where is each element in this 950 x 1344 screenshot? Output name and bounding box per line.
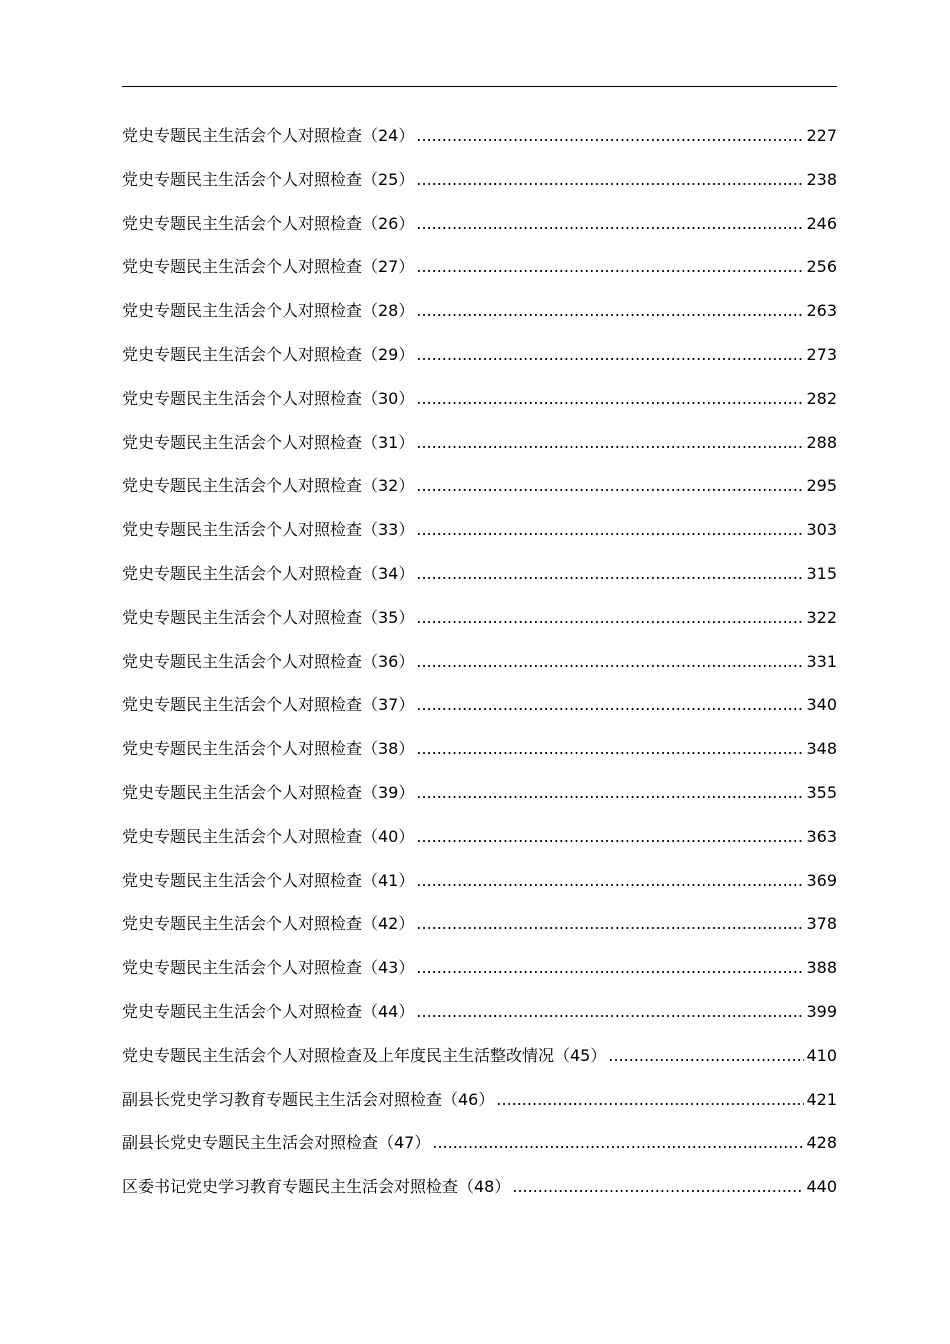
toc-entry-title: 党史专题民主生活会个人对照检查（31） [122,432,415,452]
toc-entry-page-number: 378 [806,914,837,934]
toc-entry[interactable] [122,1121,837,1165]
toc-entry-title: 党史专题民主生活会个人对照检查（30） [122,388,415,408]
toc-entry[interactable] [122,990,837,1034]
toc-dot-leader [416,377,804,421]
toc-dot-leader [416,683,804,727]
toc-entry-page-number: 282 [806,388,837,408]
toc-entry-page-number: 355 [806,782,837,802]
toc-entry-title: 党史专题民主生活会个人对照检查（39） [122,782,415,802]
toc-entry-page-number: 246 [806,213,837,233]
toc-entry[interactable] [122,771,837,815]
toc-entry[interactable] [122,596,837,640]
toc-dot-leader [416,815,804,859]
toc-entry-title: 党史专题民主生活会个人对照检查（44） [122,1001,415,1021]
toc-dot-leader [416,946,804,990]
toc-dot-leader [416,552,804,596]
toc-dot-leader [416,202,804,246]
toc-entry[interactable] [122,640,837,684]
toc-entry[interactable] [122,727,837,771]
toc-dot-leader [416,727,804,771]
toc-dot-leader [416,640,804,684]
toc-entry-page-number: 428 [806,1133,837,1153]
toc-entry[interactable] [122,1034,837,1078]
toc-entry[interactable] [122,1078,837,1122]
toc-entry-page-number: 256 [806,257,837,277]
header-rule [122,86,837,87]
toc-entry[interactable] [122,508,837,552]
toc-entry-title: 党史专题民主生活会个人对照检查（36） [122,651,415,671]
toc-entry-title: 党史专题民主生活会个人对照检查（32） [122,476,415,496]
toc-entry-page-number: 331 [806,651,837,671]
toc-dot-leader [416,508,804,552]
toc-entry-page-number: 410 [806,1045,837,1065]
toc-entry-page-number: 363 [806,826,837,846]
toc-entry-page-number: 322 [806,607,837,627]
toc-entry-title: 党史专题民主生活会个人对照检查（28） [122,301,415,321]
toc-entry-page-number: 340 [806,695,837,715]
toc-entry-page-number: 288 [806,432,837,452]
toc-entry-title: 党史专题民主生活会个人对照检查（26） [122,213,415,233]
toc-dot-leader [416,333,804,377]
toc-entry-page-number: 303 [806,520,837,540]
toc-entry-title: 党史专题民主生活会个人对照检查（29） [122,344,415,364]
toc-entry-page-number: 421 [806,1089,837,1109]
toc-entry-page-number: 295 [806,476,837,496]
toc-dot-leader [416,289,804,333]
toc-entry[interactable] [122,902,837,946]
toc-entry-title: 党史专题民主生活会个人对照检查（41） [122,870,415,890]
toc-entry[interactable] [122,946,837,990]
toc-dot-leader [608,1034,804,1078]
toc-dot-leader [416,990,804,1034]
toc-entry[interactable] [122,245,837,289]
toc-entry-page-number: 238 [806,169,837,189]
toc-dot-leader [416,114,804,158]
toc-entry[interactable] [122,815,837,859]
toc-dot-leader [432,1121,804,1165]
toc-entry-page-number: 348 [806,739,837,759]
toc-entry[interactable] [122,859,837,903]
toc-entry[interactable] [122,1165,837,1209]
toc-dot-leader [416,902,804,946]
toc-entry-title: 党史专题民主生活会个人对照检查（40） [122,826,415,846]
toc-entry-title: 区委书记党史学习教育专题民主生活会对照检查（48） [122,1177,511,1197]
toc-entry[interactable] [122,333,837,377]
toc-entry[interactable] [122,377,837,421]
toc-entry[interactable] [122,158,837,202]
toc-entry-title: 副县长党史专题民主生活会对照检查（47） [122,1133,431,1153]
toc-entry[interactable] [122,683,837,727]
toc-entry-title: 党史专题民主生活会个人对照检查（37） [122,695,415,715]
toc-entry-title: 党史专题民主生活会个人对照检查（33） [122,520,415,540]
toc-entry-title: 党史专题民主生活会个人对照检查（35） [122,607,415,627]
toc-dot-leader [416,158,804,202]
toc-entry-page-number: 369 [806,870,837,890]
toc-entry-title: 党史专题民主生活会个人对照检查及上年度民主生活整改情况（45） [122,1045,607,1065]
toc-entry-page-number: 440 [806,1177,837,1197]
toc-entry-title: 党史专题民主生活会个人对照检查（42） [122,914,415,934]
toc-dot-leader [416,421,804,465]
toc-entry[interactable] [122,464,837,508]
toc-entry-title: 党史专题民主生活会个人对照检查（43） [122,958,415,978]
toc-dot-leader [416,596,804,640]
toc-entry-page-number: 273 [806,344,837,364]
toc-entry[interactable] [122,114,837,158]
toc-entry-title: 党史专题民主生活会个人对照检查（34） [122,563,415,583]
toc-entry-page-number: 315 [806,563,837,583]
toc-entry-page-number: 388 [806,958,837,978]
toc-entry-title: 党史专题民主生活会个人对照检查（24） [122,126,415,145]
toc-dot-leader [416,859,804,903]
toc-entry-page-number: 399 [806,1001,837,1021]
toc-entry-title: 副县长党史学习教育专题民主生活会对照检查（46） [122,1089,495,1109]
toc-entry-title: 党史专题民主生活会个人对照检查（25） [122,169,415,189]
toc-entry[interactable] [122,202,837,246]
toc-entry[interactable] [122,289,837,333]
toc-entry-title: 党史专题民主生活会个人对照检查（38） [122,739,415,759]
toc-entry[interactable] [122,552,837,596]
toc-entry-page-number: 227 [806,126,837,145]
toc-dot-leader [416,771,804,815]
table-of-contents [122,114,837,1209]
toc-entry-title: 党史专题民主生活会个人对照检查（27） [122,257,415,277]
toc-dot-leader [416,245,804,289]
toc-dot-leader [416,464,804,508]
toc-entry-page-number: 263 [806,301,837,321]
toc-dot-leader [496,1078,804,1122]
toc-dot-leader [512,1165,804,1209]
toc-entry[interactable] [122,421,837,465]
